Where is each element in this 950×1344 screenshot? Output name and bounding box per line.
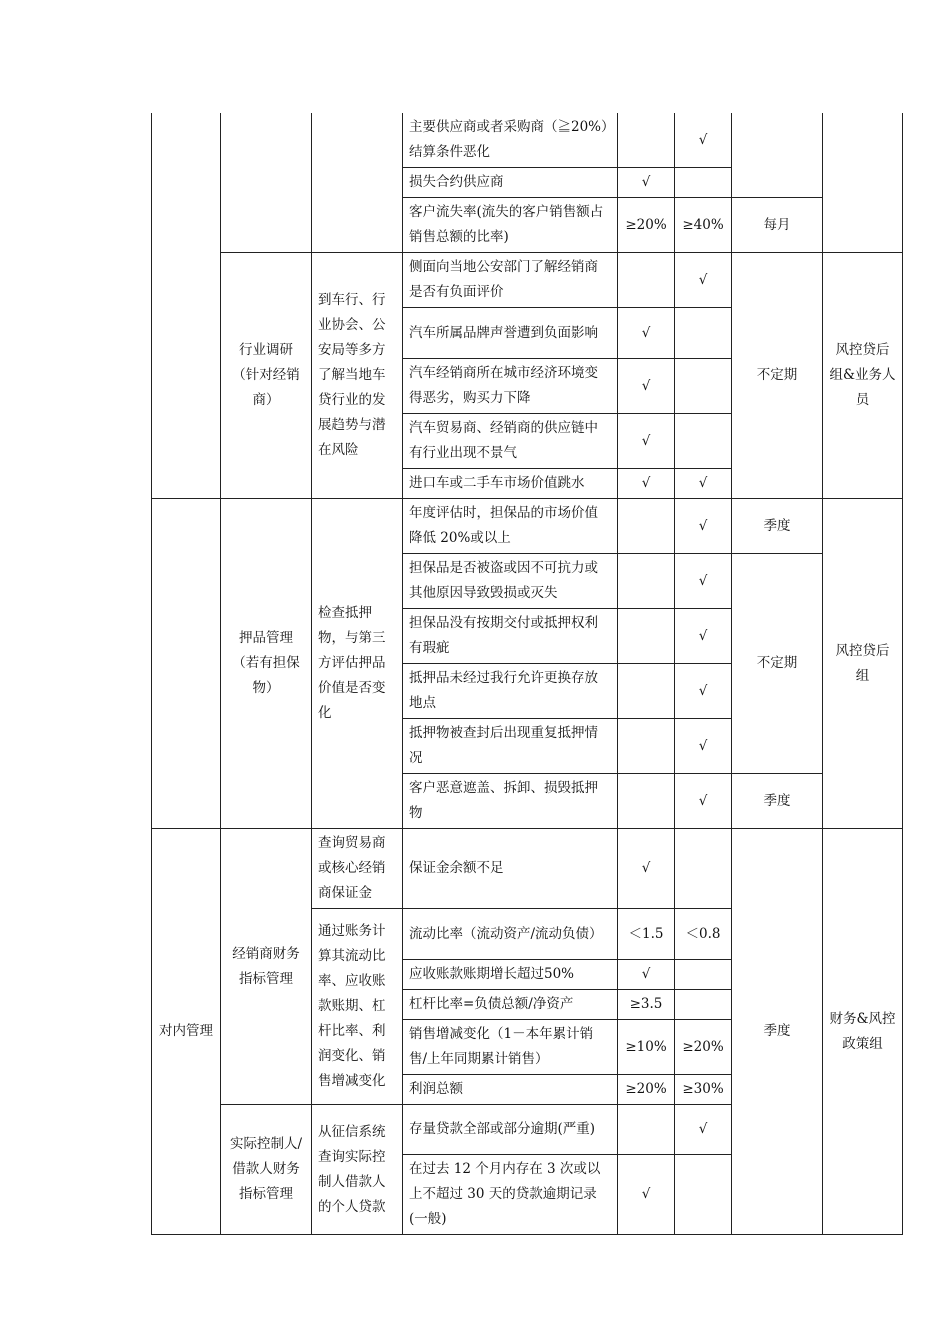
level1-cell: ≥3.5 [618,990,675,1020]
level1-cell: √ [618,359,675,414]
category-cell: 对内管理 [152,829,221,1235]
level1-cell: √ [618,168,675,198]
level2-cell: √ [675,719,732,774]
indicator-cell: 担保品没有按期交付或抵押权利有瑕疵 [403,609,618,664]
table-row [152,253,903,308]
level1-cell: ≥20% [618,1075,675,1105]
method-cell: 检查抵押物，与第三方评估押品价值是否变化 [312,499,403,829]
level2-cell [675,414,732,469]
level1-cell: √ [618,960,675,990]
owner-cell: 风控贷后组 [823,499,903,829]
indicator-cell: 汽车经销商所在城市经济环境变得恶劣，购买力下降 [403,359,618,414]
indicator-cell: 利润总额 [403,1075,618,1105]
level2-cell [675,168,732,198]
level2-cell: √ [675,499,732,554]
indicator-cell: 进口车或二手车市场价值跳水 [403,469,618,499]
indicator-cell: 年度评估时，担保品的市场价值降低 20%或以上 [403,499,618,554]
level1-cell [618,554,675,609]
level2-cell [675,1155,732,1235]
indicator-cell: 汽车所属品牌声誉遭到负面影响 [403,308,618,359]
group-name-cell: 实际控制人/借款人财务指标管理 [221,1105,312,1235]
owner-cell-empty [823,113,903,253]
indicator-cell: 杠杆比率=负债总额/净资产 [403,990,618,1020]
group-name-cell: 押品管理（若有担保物） [221,499,312,829]
frequency-cell: 季度 [732,774,823,829]
indicator-cell: 抵押物被查封后出现重复抵押情况 [403,719,618,774]
level1-cell [618,1105,675,1155]
indicator-cell: 存量贷款全部或部分逾期(严重) [403,1105,618,1155]
indicator-cell: 担保品是否被盗或因不可抗力或其他原因导致毁损或灭失 [403,554,618,609]
level2-cell: ≥20% [675,1020,732,1075]
indicator-cell: 客户流失率(流失的客户销售额占销售总额的比率) [403,198,618,253]
level1-cell: √ [618,1155,675,1235]
level2-cell: √ [675,554,732,609]
level2-cell: ≥30% [675,1075,732,1105]
frequency-cell: 不定期 [732,554,823,774]
indicator-cell: 在过去 12 个月内存在 3 次或以上不超过 30 天的贷款逾期记录(一般) [403,1155,618,1235]
method-cell: 到车行、行业协会、公安局等多方了解当地车贷行业的发展趋势与潜在风险 [312,253,403,499]
indicator-cell: 抵押品未经过我行允许更换存放地点 [403,664,618,719]
level1-cell: √ [618,414,675,469]
level2-cell: √ [675,253,732,308]
level2-cell [675,308,732,359]
method-cell: 通过账务计算其流动比率、应收账款账期、杠杆比率、利润变化、销售增减变化 [312,909,403,1105]
level2-cell [675,359,732,414]
level1-cell [618,774,675,829]
level2-cell: √ [675,113,732,168]
level2-cell: √ [675,1105,732,1155]
level1-cell [618,499,675,554]
level1-cell: ＜1.5 [618,909,675,960]
category-cell-empty [152,499,221,829]
group-name-cell: 经销商财务指标管理 [221,829,312,1105]
level2-cell: √ [675,664,732,719]
method-cell: 从征信系统查询实际控制人借款人的个人贷款 [312,1105,403,1235]
level2-cell [675,960,732,990]
level2-cell: √ [675,774,732,829]
table-row [152,499,903,554]
indicator-cell: 主要供应商或者采购商（≧20%）结算条件恶化 [403,113,618,168]
indicator-cell: 销售增减变化（1－本年累计销售/上年同期累计销售） [403,1020,618,1075]
level1-cell: √ [618,308,675,359]
table-row [152,829,903,909]
table-row [152,113,903,168]
category-cell-empty [152,113,221,499]
level2-cell [675,990,732,1020]
level2-cell [675,829,732,909]
level1-cell: ≥20% [618,198,675,253]
risk-monitoring-table [151,113,903,1235]
indicator-cell: 流动比率（流动资产/流动负债） [403,909,618,960]
frequency-cell: 不定期 [732,253,823,499]
frequency-cell-empty [732,113,823,198]
level1-cell: √ [618,469,675,499]
level2-cell: ≥40% [675,198,732,253]
level1-cell [618,253,675,308]
frequency-cell: 季度 [732,499,823,554]
owner-cell: 财务&风控政策组 [823,829,903,1235]
method-cell: 查询贸易商或核心经销商保证金 [312,829,403,909]
level1-cell: √ [618,829,675,909]
indicator-cell: 保证金余额不足 [403,829,618,909]
indicator-cell: 客户恶意遮盖、拆卸、损毁抵押物 [403,774,618,829]
indicator-cell: 侧面向当地公安部门了解经销商是否有负面评价 [403,253,618,308]
owner-cell: 风控贷后组&业务人员 [823,253,903,499]
frequency-cell: 季度 [732,829,823,1235]
level2-cell: √ [675,469,732,499]
method-cell-empty [312,113,403,253]
group-name-cell: 行业调研（针对经销商） [221,253,312,499]
frequency-cell: 每月 [732,198,823,253]
level2-cell: ＜0.8 [675,909,732,960]
level1-cell [618,664,675,719]
level1-cell: ≥10% [618,1020,675,1075]
level1-cell [618,719,675,774]
indicator-cell: 损失合约供应商 [403,168,618,198]
indicator-cell: 汽车贸易商、经销商的供应链中有行业出现不景气 [403,414,618,469]
level2-cell: √ [675,609,732,664]
indicator-cell: 应收账款账期增长超过50% [403,960,618,990]
level1-cell [618,609,675,664]
level1-cell [618,113,675,168]
group-name-cell-empty [221,113,312,253]
